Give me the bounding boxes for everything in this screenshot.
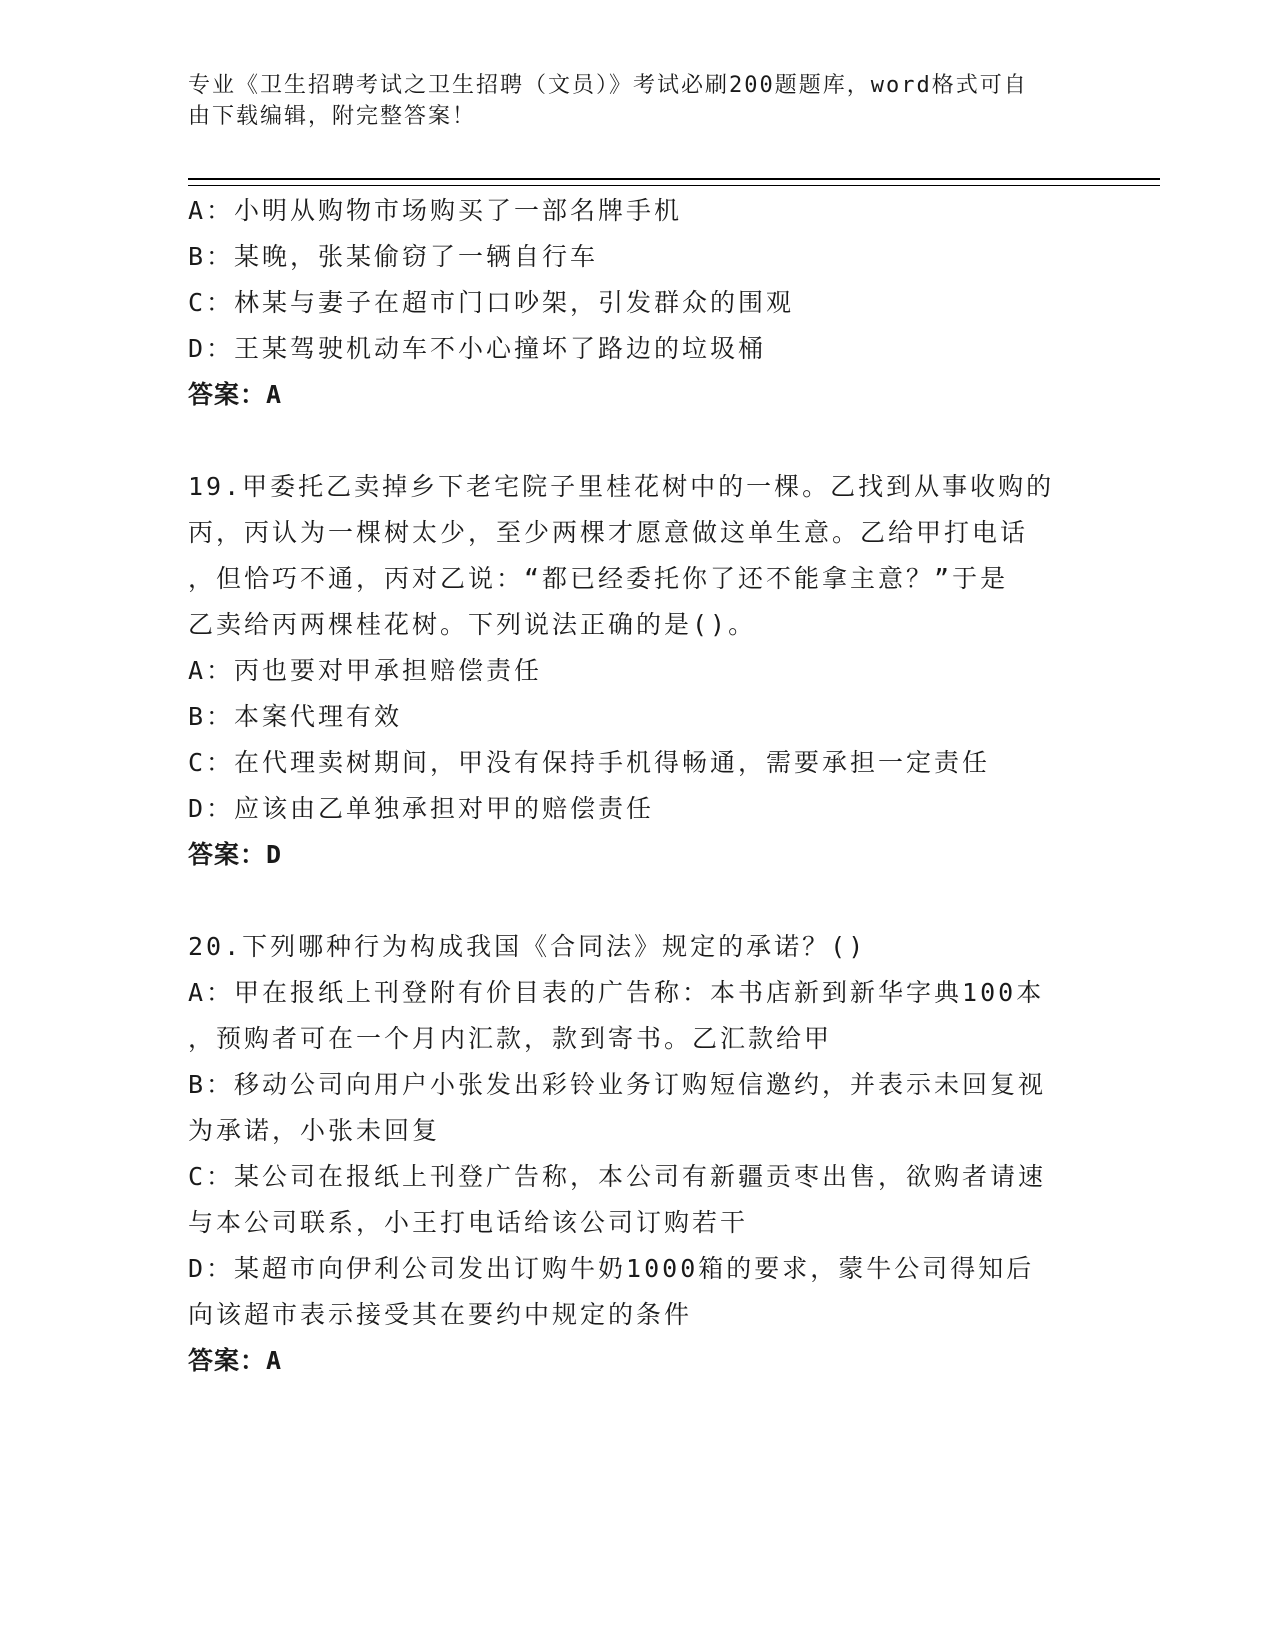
document-body <box>188 188 1088 1384</box>
question-line: 乙卖给丙两棵桂花树。下列说法正确的是()。 <box>188 610 757 639</box>
option-line: C：在代理卖树期间，甲没有保持手机得畅通，需要承担一定责任 <box>188 748 991 777</box>
question-line: 19.甲委托乙卖掉乡下老宅院子里桂花树中的一棵。乙找到从事收购的 <box>188 472 1055 501</box>
option-line: A：丙也要对甲承担赔偿责任 <box>188 656 543 685</box>
header-line: 由下载编辑，附完整答案！ <box>188 104 477 129</box>
option-line: D：应该由乙单独承担对甲的赔偿责任 <box>188 794 655 823</box>
option-line: C：林某与妻子在超市门口吵架，引发群众的围观 <box>188 288 795 317</box>
header-line: 专业《卫生招聘考试之卫生招聘（文员）》考试必刷200题题库，word格式可自 <box>188 73 1028 98</box>
answer-line: 答案：A <box>188 1346 283 1375</box>
answer-line: 答案：D <box>188 840 283 869</box>
option-line: 向该超市表示接受其在要约中规定的条件 <box>188 1300 693 1329</box>
option-line: D：某超市向伊利公司发出订购牛奶1000箱的要求，蒙牛公司得知后 <box>188 1254 1035 1283</box>
option-line: D：王某驾驶机动车不小心撞坏了路边的垃圾桶 <box>188 334 767 363</box>
option-line: B：某晚，张某偷窃了一辆自行车 <box>188 242 599 271</box>
question-line: 20.下列哪种行为构成我国《合同法》规定的承诺？() <box>188 932 867 961</box>
question-line: ，但恰巧不通，丙对乙说：“都已经委托你了还不能拿主意？”于是 <box>188 564 1009 593</box>
question-block <box>188 464 1088 878</box>
option-line: B：本案代理有效 <box>188 702 403 731</box>
question-block <box>188 188 1088 418</box>
answer-line: 答案：A <box>188 380 283 409</box>
option-line: A：小明从购物市场购买了一部名牌手机 <box>188 196 683 225</box>
header-divider <box>188 178 1160 186</box>
document-header <box>188 70 1088 132</box>
option-line: 与本公司联系，小王打电话给该公司订购若干 <box>188 1208 749 1237</box>
question-block <box>188 924 1088 1384</box>
option-line: A：甲在报纸上刊登附有价目表的广告称：本书店新到新华字典100本 <box>188 978 1045 1007</box>
option-line: B：移动公司向用户小张发出彩铃业务订购短信邀约，并表示未回复视 <box>188 1070 1047 1099</box>
question-line: 丙，丙认为一棵树太少，至少两棵才愿意做这单生意。乙给甲打电话 <box>188 518 1029 547</box>
option-line: ，预购者可在一个月内汇款，款到寄书。乙汇款给甲 <box>188 1024 833 1053</box>
option-line: 为承诺，小张未回复 <box>188 1116 441 1145</box>
option-line: C：某公司在报纸上刊登广告称，本公司有新疆贡枣出售，欲购者请速 <box>188 1162 1047 1191</box>
